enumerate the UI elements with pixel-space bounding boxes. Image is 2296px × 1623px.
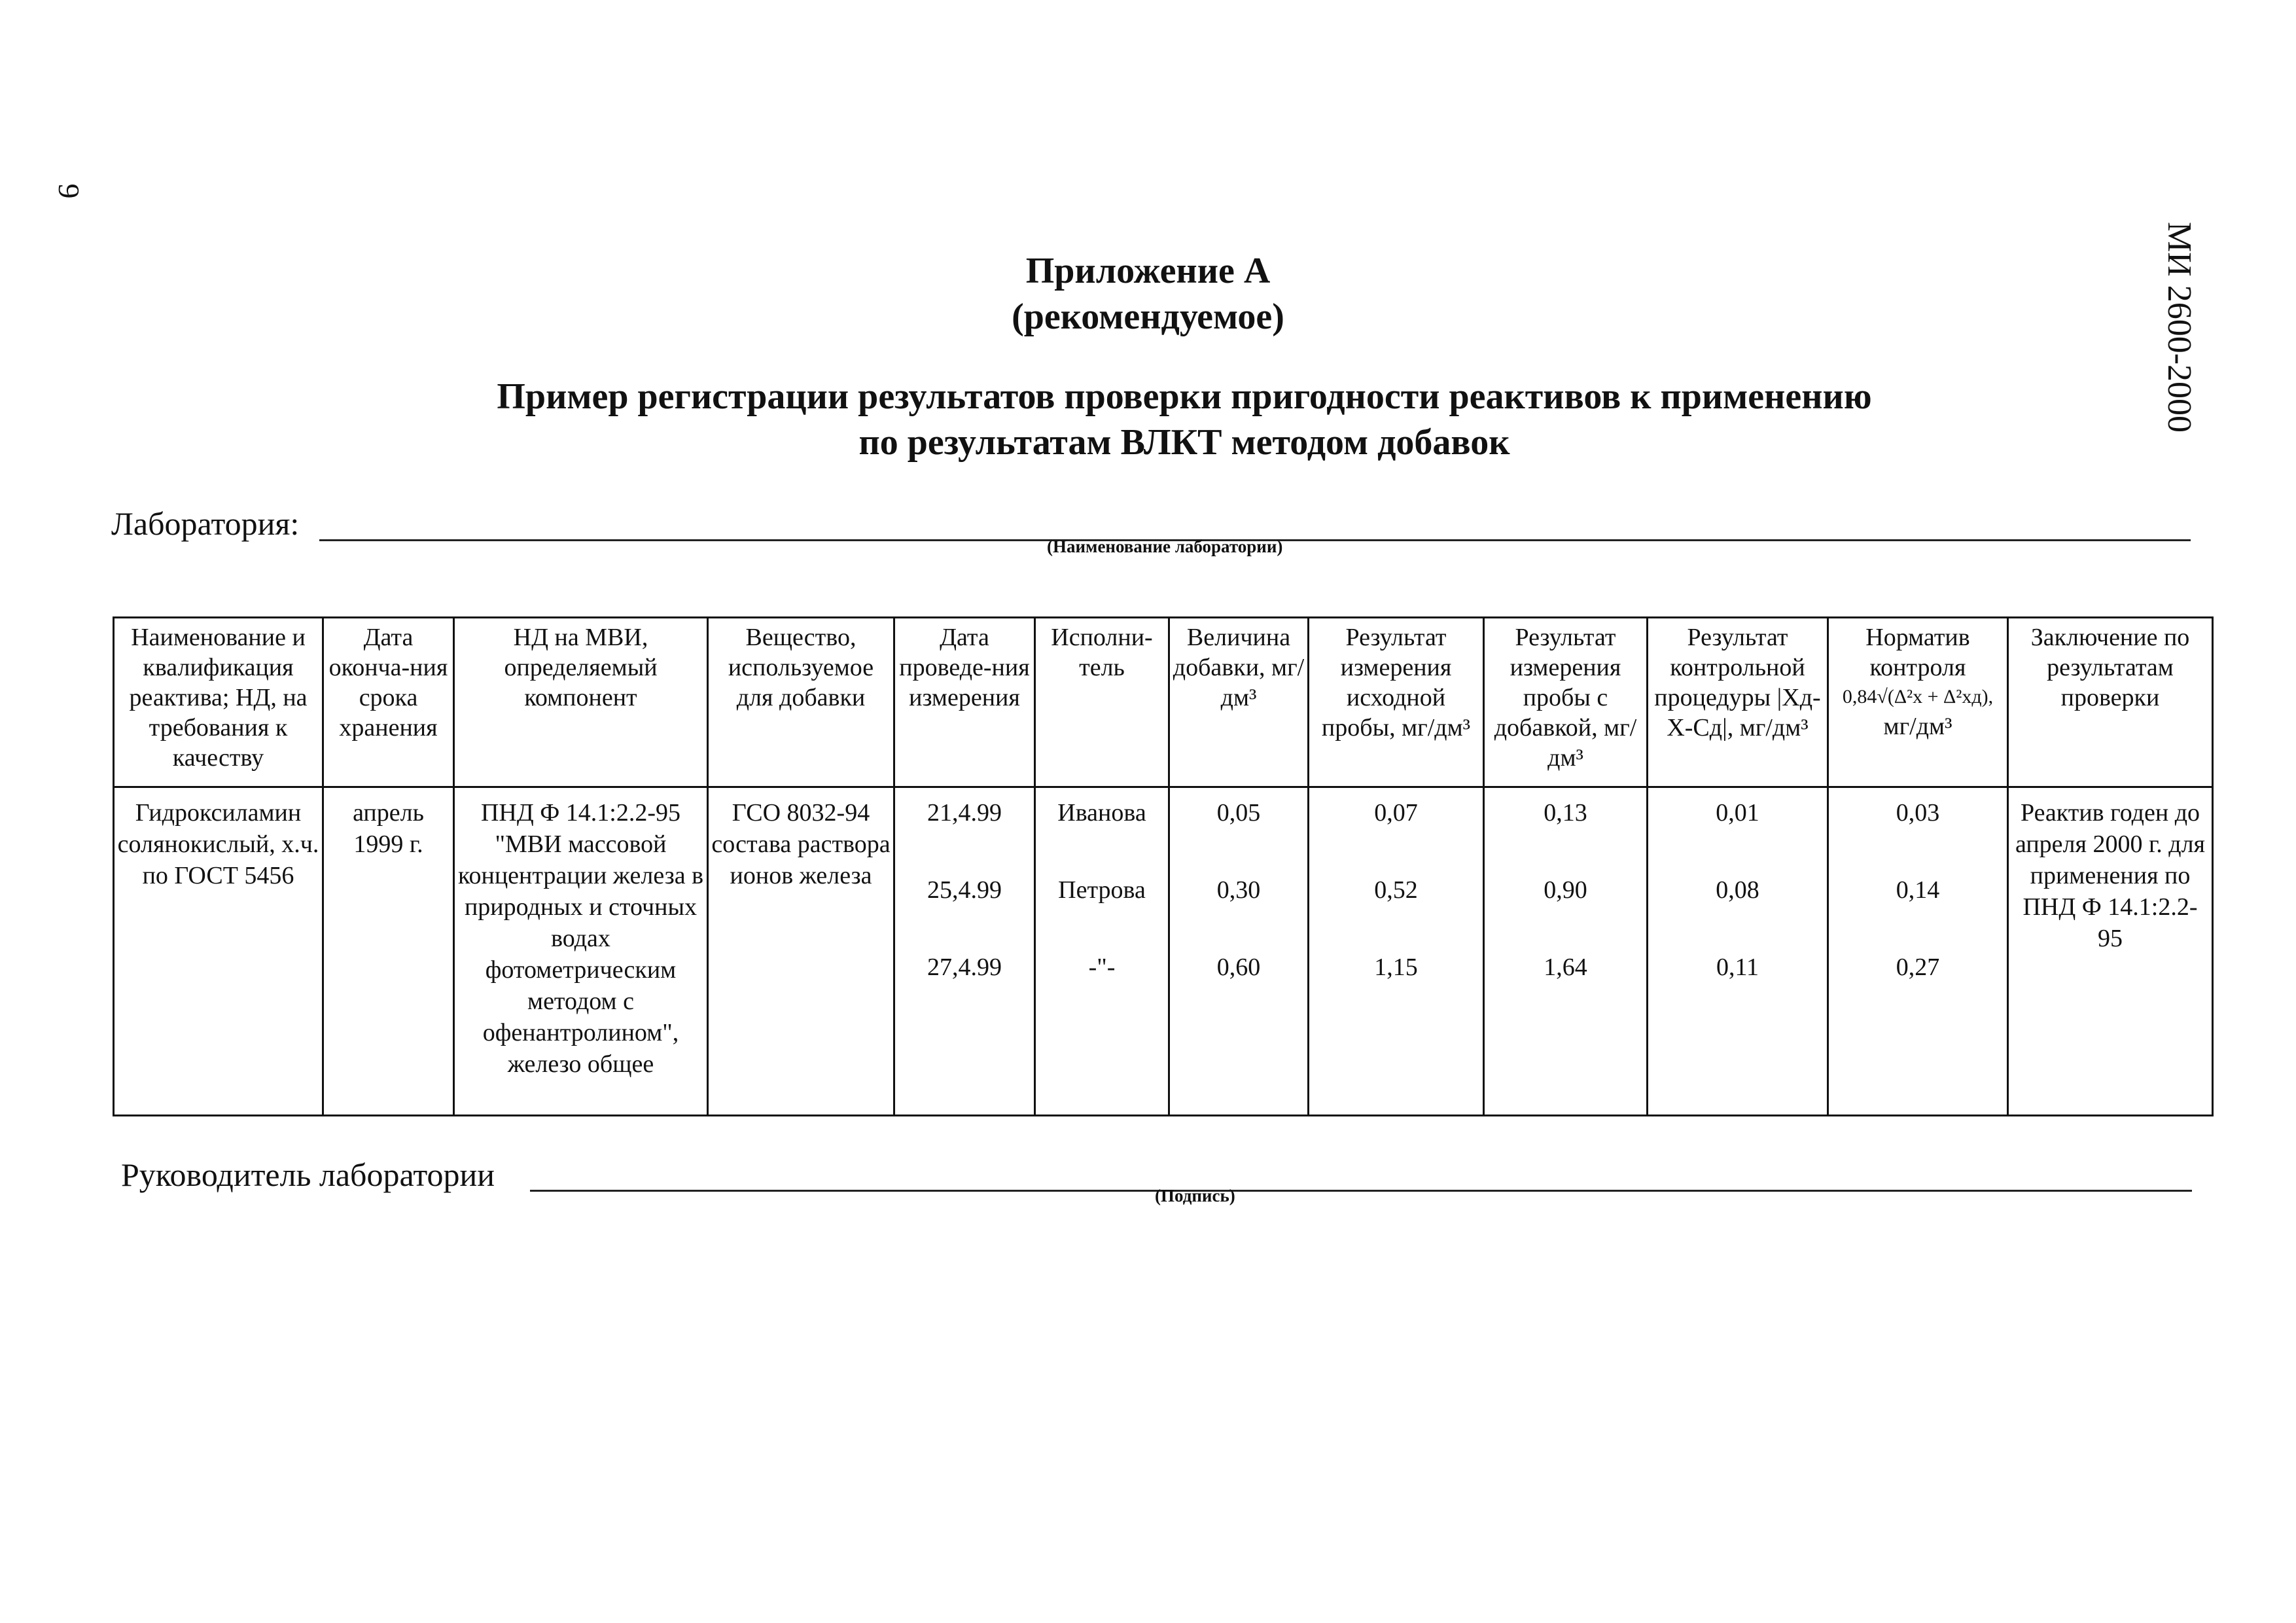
header-additive: Вещество, используемое для добавки (708, 618, 894, 787)
norm-value: 0,14 (1896, 876, 1940, 904)
header-addition: Величина добавки, мг/дм³ (1169, 618, 1309, 787)
header-date: Дата проведе-ния измерения (894, 618, 1035, 787)
result-with-addition-value: 0,90 (1544, 876, 1587, 904)
initial-result-cell (1309, 787, 1484, 1116)
header-result-with-addition: Результат измерения пробы с добавкой, мг/дм³ (1484, 618, 1648, 787)
document-code: МИ 2600-2000 (2161, 221, 2198, 433)
norm-unit: мг/дм³ (1883, 713, 1952, 740)
norm-value: 0,27 (1896, 954, 1940, 981)
header-method: НД на МВИ, определяемый компонент (454, 618, 708, 787)
header-norm (1828, 618, 2008, 787)
page-number: 9 (52, 183, 86, 199)
initial-result-value: 0,07 (1374, 799, 1418, 827)
header-performer: Исполни-тель (1035, 618, 1169, 787)
control-result-value: 0,11 (1716, 954, 1759, 981)
conclusion-cell: Реактив годен до апреля 2000 г. для применения по ПНД Ф 14.1:2.2-95 (2008, 787, 2213, 1116)
additive-cell: ГСО 8032-94 состава раствора ионов железа (708, 787, 894, 1116)
head-of-lab-label: Руководитель лаборатории (121, 1156, 495, 1193)
result-with-addition-value: 1,64 (1544, 954, 1587, 981)
table-header-row (114, 618, 2213, 787)
method-cell: ПНД Ф 14.1:2.2-95 "МВИ массовой концентрации железа в природных и сточных водах фотометрическим методом с офенантролином", железо общее (454, 787, 708, 1116)
laboratory-name-caption: (Наименование лаборатории) (1047, 537, 1283, 556)
date-value: 21,4.99 (927, 799, 1002, 827)
header-control-result: Результат контрольной процедуры |Xд-X-Cд|, мг/дм³ (1648, 618, 1828, 787)
laboratory-label: Лаборатория: (111, 505, 300, 542)
performer-cell (1035, 787, 1169, 1116)
expiry-cell: апрель 1999 г. (323, 787, 454, 1116)
norm-formula: 0,84√(Δ²x + Δ²xд), (1842, 686, 1994, 707)
initial-result-value: 0,52 (1374, 876, 1418, 904)
norm-value: 0,03 (1896, 799, 1940, 827)
appendix-title: Приложение А (1025, 251, 1271, 291)
addition-cell (1169, 787, 1309, 1116)
document-heading-line-2: по результатам ВЛКТ методом добавок (858, 422, 1510, 463)
appendix-subtitle: (рекомендуемое) (1012, 296, 1284, 337)
performer-value: -"- (1088, 954, 1116, 981)
date-value: 27,4.99 (927, 954, 1002, 981)
addition-value: 0,60 (1216, 954, 1261, 981)
signature-field[interactable] (530, 1190, 2192, 1192)
header-expiry: Дата оконча-ния срока хранения (323, 618, 454, 787)
header-reagent: Наименование и квалификация реактива; НД, на требования к качеству (114, 618, 323, 787)
addition-value: 0,30 (1216, 876, 1261, 904)
document-heading-line-1: Пример регистрации результатов проверки пригодности реактивов к применению (497, 376, 1872, 417)
norm-cell (1828, 787, 2008, 1116)
result-with-addition-cell (1484, 787, 1648, 1116)
reagent-cell: Гидроксиламин солянокислый, х.ч. по ГОСТ 5456 (114, 787, 323, 1116)
result-with-addition-value: 0,13 (1544, 799, 1587, 827)
header-conclusion: Заключение по результатам проверки (2008, 618, 2213, 787)
control-result-value: 0,08 (1716, 876, 1759, 904)
table-row (114, 787, 2213, 1116)
header-initial-result: Результат измерения исходной пробы, мг/дм³ (1309, 618, 1484, 787)
initial-result-value: 1,15 (1374, 954, 1418, 981)
control-result-cell (1648, 787, 1828, 1116)
date-cell (894, 787, 1035, 1116)
performer-value: Иванова (1057, 799, 1146, 827)
results-table (113, 616, 2214, 1116)
performer-value: Петрова (1058, 876, 1146, 904)
header-norm-label: Норматив контроля (1865, 624, 1970, 681)
addition-value: 0,05 (1216, 799, 1261, 827)
date-value: 25,4.99 (927, 876, 1002, 904)
control-result-value: 0,01 (1716, 799, 1759, 827)
signature-caption: (Подпись) (1155, 1186, 1235, 1205)
